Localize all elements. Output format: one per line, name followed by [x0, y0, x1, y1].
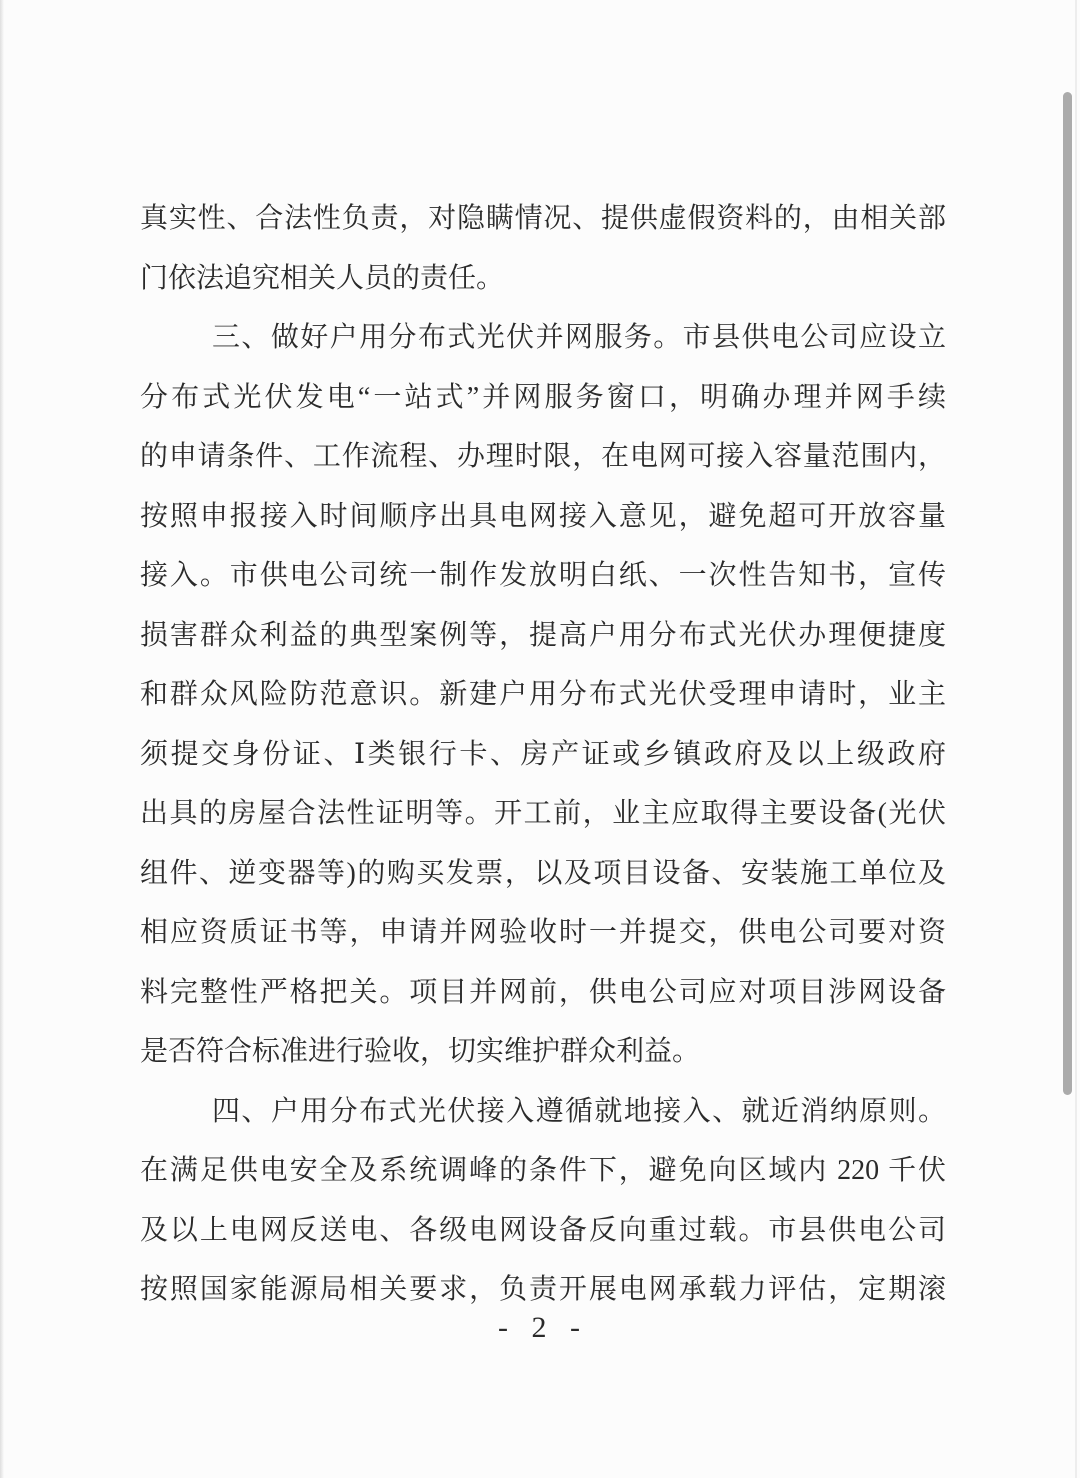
page-right-edge — [1075, 0, 1077, 1478]
text-line: 和群众风险防范意识。新建户用分布式光伏受理申请时，业主 — [140, 679, 946, 710]
text-line: 分布式光伏发电“一站式”并网服务窗口，明确办理并网手续 — [140, 381, 946, 413]
text-line: 损害群众利益的典型案例等，提高户用分布式光伏办理便捷度 — [140, 619, 946, 651]
text-line: 出具的房屋合法性证明等。开工前，业主应取得主要设备(光伏 — [140, 798, 946, 829]
text-line: 按照国家能源局相关要求，负责开展电网承载力评估，定期滚 — [140, 1274, 946, 1305]
text-line: 及以上电网反送电、各级电网设备反向重过载。市县供电公司 — [140, 1214, 946, 1246]
text-line: 按照申报接入时间顺序出具电网接入意见，避免超可开放容量 — [140, 500, 946, 532]
text-line: 真实性、合法性负责，对隐瞒情况、提供虚假资料的，由相关部 — [140, 203, 946, 234]
page-left-edge — [0, 0, 4, 1478]
scrollbar-thumb[interactable] — [1063, 92, 1072, 1095]
page-number: - 2 - — [498, 1311, 588, 1344]
text-line: 门依法追究相关人员的责任。 — [140, 262, 505, 294]
text-line: 四、户用分布式光伏接入遵循就地接入、就近消纳原则。 — [212, 1095, 946, 1127]
document-body — [140, 189, 946, 1320]
text-line: 相应资质证书等，申请并网验收时一并提交，供电公司要对资 — [140, 917, 946, 948]
text-line: 的申请条件、工作流程、办理时限，在电网可接入容量范围内， — [140, 441, 946, 472]
text-line: 料完整性严格把关。项目并网前，供电公司应对项目涉网设备 — [140, 976, 946, 1008]
text-line: 三、做好户用分布式光伏并网服务。市县供电公司应设立 — [212, 322, 946, 353]
text-line: 组件、逆变器等)的购买发票，以及项目设备、安装施工单位及 — [140, 857, 946, 889]
text-line: 接入。市供电公司统一制作发放明白纸、一次性告知书，宣传 — [140, 560, 946, 591]
text-line: 在满足供电安全及系统调峰的条件下，避免向区域内 220 千伏 — [140, 1155, 946, 1186]
text-line: 是否符合标准进行验收，切实维护群众利益。 — [140, 1036, 701, 1067]
text-line: 须提交身份证、Ⅰ类银行卡、房产证或乡镇政府及以上级政府 — [140, 738, 946, 770]
